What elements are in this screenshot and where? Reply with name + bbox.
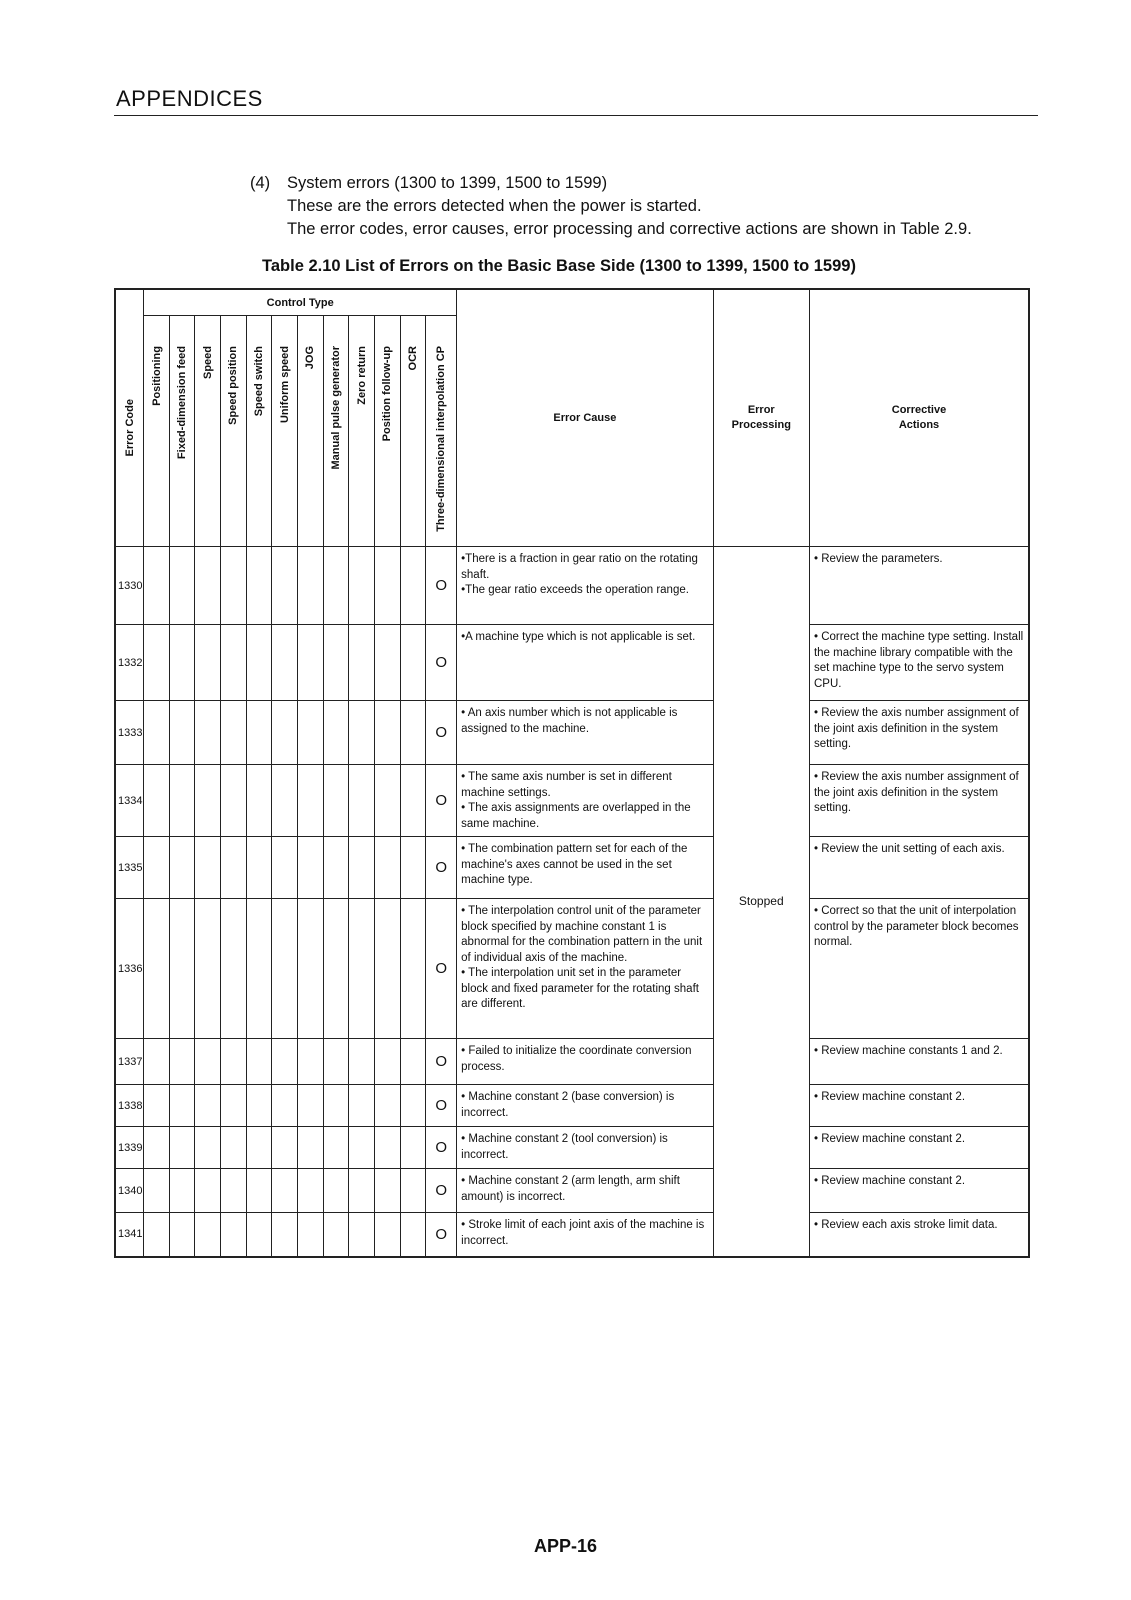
control-type-cell	[298, 1085, 324, 1127]
error-cause	[457, 1127, 713, 1169]
control-type-cell	[272, 625, 298, 701]
control-type-cell	[400, 625, 426, 701]
applicable-mark: O	[426, 625, 457, 701]
control-type-cell	[272, 1039, 298, 1085]
control-type-jog: JOG	[298, 316, 324, 547]
control-type-cell	[374, 1085, 400, 1127]
control-type-cell	[144, 547, 170, 625]
error-row	[115, 625, 1029, 701]
control-type-cell	[144, 765, 170, 837]
error-code: 1330	[115, 547, 144, 625]
control-type-cell	[323, 1039, 349, 1085]
intro-line-1: These are the errors detected when the power is started.	[287, 197, 702, 215]
corrective-action	[809, 1213, 1029, 1257]
control-type-cell	[323, 837, 349, 899]
error-code: 1334	[115, 765, 144, 837]
applicable-mark: O	[426, 701, 457, 765]
control-type-cell	[144, 1127, 170, 1169]
applicable-mark: O	[426, 1039, 457, 1085]
control-type-cell	[195, 547, 221, 625]
control-type-cell	[323, 1213, 349, 1257]
error-cause-item: • Stroke limit of each joint axis of the machine is incorrect.	[461, 1219, 705, 1247]
control-type-cell	[221, 701, 247, 765]
control-type-cell	[272, 1213, 298, 1257]
control-type-cell	[246, 837, 272, 899]
control-type-header: Control Type	[144, 289, 457, 316]
error-cause-item: • Machine constant 2 (arm length, arm shift amount) is incorrect.	[461, 1175, 680, 1203]
corrective-action	[809, 899, 1029, 1039]
error-cause	[457, 1213, 713, 1257]
control-type-cell	[272, 1127, 298, 1169]
corrective-action	[809, 1127, 1029, 1169]
error-rows	[115, 547, 1029, 1257]
control-type-cell	[169, 899, 195, 1039]
error-row	[115, 1085, 1029, 1127]
error-processing-label: Error Processing	[731, 404, 791, 431]
control-type-positioning: Positioning	[144, 316, 170, 547]
control-type-cell	[374, 1039, 400, 1085]
control-type-cell	[272, 1169, 298, 1213]
corrective-action	[809, 837, 1029, 899]
error-cause-header: Error Cause	[457, 289, 713, 547]
control-type-cell	[144, 1169, 170, 1213]
error-row	[115, 1127, 1029, 1169]
error-code-label: Error Code	[123, 398, 136, 456]
error-cause-item: •The gear ratio exceeds the operation range.	[461, 584, 689, 596]
control-type-cell	[246, 1039, 272, 1085]
control-type-cell	[298, 837, 324, 899]
applicable-mark: O	[426, 1085, 457, 1127]
control-type-cell	[400, 765, 426, 837]
corrective-action-item: • Review machine constant 2.	[813, 1175, 966, 1187]
error-row	[115, 1039, 1029, 1085]
control-type-cell	[272, 1085, 298, 1127]
error-cause	[457, 837, 713, 899]
control-type-cell	[144, 625, 170, 701]
control-type-cell	[246, 547, 272, 625]
corrective-action-item: • Review the unit setting of each axis.	[813, 843, 1005, 855]
control-type-cell	[349, 765, 375, 837]
control-type-cell	[169, 1085, 195, 1127]
error-row	[115, 837, 1029, 899]
control-type-speed-position: Speed position	[221, 316, 247, 547]
control-type-cell	[221, 1039, 247, 1085]
control-type-cell	[195, 1213, 221, 1257]
control-type-cell	[195, 1085, 221, 1127]
error-cause	[457, 1039, 713, 1085]
intro-line-2: The error codes, error causes, error processing and corrective actions are shown in Table 2.9.	[287, 220, 972, 238]
corrective-action-item: • Review the axis number assignment of the joint axis definition in the system setting.	[813, 771, 1019, 814]
control-type-cell	[246, 899, 272, 1039]
control-type-cell	[349, 1169, 375, 1213]
applicable-mark: O	[426, 837, 457, 899]
control-type-cell	[246, 1169, 272, 1213]
corrective-action-item: • Correct the machine type setting. Install the machine library compatible with the set machine type to the servo system CPU.	[813, 631, 1024, 690]
control-type-cell	[298, 1213, 324, 1257]
control-type-cell	[400, 899, 426, 1039]
control-type-cell	[195, 899, 221, 1039]
control-type-cell	[298, 701, 324, 765]
error-cause-item: • The same axis number is set in different machine settings.	[461, 771, 672, 799]
control-type-manual-pulse-generator: Manual pulse generator	[323, 316, 349, 547]
corrective-action	[809, 625, 1029, 701]
control-type-cell	[272, 899, 298, 1039]
error-code: 1335	[115, 837, 144, 899]
corrective-action	[809, 1169, 1029, 1213]
control-type-cell	[349, 701, 375, 765]
section-header: APPENDICES	[116, 86, 263, 111]
header-rule	[114, 115, 1038, 116]
error-code: 1340	[115, 1169, 144, 1213]
error-cause-item: • The axis assignments are overlapped in the same machine.	[461, 802, 691, 830]
control-type-cell	[400, 1213, 426, 1257]
control-type-cell	[400, 1169, 426, 1213]
control-type-cell	[221, 625, 247, 701]
control-type-cell	[144, 837, 170, 899]
control-type-cell	[349, 625, 375, 701]
control-type-cell	[400, 837, 426, 899]
error-code: 1341	[115, 1213, 144, 1257]
control-type-position-follow-up: Position follow-up	[374, 316, 400, 547]
error-cause-item: •There is a fraction in gear ratio on the rotating shaft.	[461, 553, 698, 581]
control-type-speed-switch: Speed switch	[246, 316, 272, 547]
intro-number: (4)	[250, 174, 271, 192]
control-type-cell	[221, 765, 247, 837]
page-number: APP-16	[533, 1536, 598, 1556]
error-cause	[457, 701, 713, 765]
corrective-action-item: • Review machine constant 2.	[813, 1133, 966, 1145]
control-type-cell	[374, 701, 400, 765]
error-code: 1336	[115, 899, 144, 1039]
intro-text	[250, 172, 972, 241]
error-code-header	[115, 289, 144, 547]
control-type-cell	[246, 1127, 272, 1169]
control-type-cell	[195, 837, 221, 899]
control-type-cell	[349, 1213, 375, 1257]
control-type-fixed-dimension-feed: Fixed-dimension feed	[169, 316, 195, 547]
applicable-mark: O	[426, 899, 457, 1039]
control-type-cell	[400, 1039, 426, 1085]
corrective-actions-label: Corrective Actions	[891, 404, 947, 431]
applicable-mark: O	[426, 765, 457, 837]
control-type-cell	[169, 625, 195, 701]
error-row	[115, 547, 1029, 625]
corrective-action	[809, 701, 1029, 765]
control-type-cell	[221, 1127, 247, 1169]
control-type-cell	[169, 701, 195, 765]
intro-heading: System errors (1300 to 1399, 1500 to 1599)	[287, 174, 608, 192]
control-type-cell	[246, 1213, 272, 1257]
applicable-mark: O	[426, 1213, 457, 1257]
control-type-cell	[400, 1085, 426, 1127]
error-row	[115, 899, 1029, 1039]
control-type-cell	[400, 701, 426, 765]
control-type-cell	[323, 899, 349, 1039]
control-type-cell	[246, 625, 272, 701]
control-type-cell	[144, 899, 170, 1039]
error-cause	[457, 547, 713, 625]
corrective-action-item: • Review machine constants 1 and 2.	[813, 1045, 1003, 1057]
control-type-3d-interpolation-cp: Three-dimensional interpolation CP	[426, 316, 457, 547]
control-type-cell	[195, 1039, 221, 1085]
control-type-cell	[298, 765, 324, 837]
error-cause	[457, 765, 713, 837]
control-type-ocr: OCR	[400, 316, 426, 547]
control-type-cell	[169, 1127, 195, 1169]
error-cause-item: •A machine type which is not applicable is set.	[461, 631, 696, 643]
error-code: 1339	[115, 1127, 144, 1169]
control-type-cell	[246, 765, 272, 837]
error-cause-item: • The interpolation control unit of the parameter block specified by machine constant 1 is abnormal for the combination pattern in the unit of individual axis of the machine.	[461, 905, 703, 964]
control-type-cell	[374, 1127, 400, 1169]
error-cause	[457, 899, 713, 1039]
control-type-cell	[349, 1085, 375, 1127]
control-type-cell	[195, 1127, 221, 1169]
error-cause-item: • The combination pattern set for each of the machine's axes cannot be used in the set machine type.	[461, 843, 688, 886]
control-type-cell	[169, 1039, 195, 1085]
control-type-cell	[169, 765, 195, 837]
control-type-cell	[272, 765, 298, 837]
corrective-action	[809, 1039, 1029, 1085]
control-type-cell	[272, 837, 298, 899]
control-type-cell	[298, 1039, 324, 1085]
control-type-cell	[169, 1213, 195, 1257]
control-type-cell	[144, 1213, 170, 1257]
control-type-cell	[298, 625, 324, 701]
control-type-cell	[374, 547, 400, 625]
control-type-cell	[144, 1085, 170, 1127]
applicable-mark: O	[426, 1127, 457, 1169]
control-type-cell	[169, 837, 195, 899]
error-row	[115, 1169, 1029, 1213]
error-row	[115, 765, 1029, 837]
control-type-cell	[195, 1169, 221, 1213]
control-type-cell	[144, 1039, 170, 1085]
control-type-cell	[374, 765, 400, 837]
control-type-cell	[195, 765, 221, 837]
control-type-cell	[272, 701, 298, 765]
control-type-cell	[374, 899, 400, 1039]
error-code: 1333	[115, 701, 144, 765]
error-processing-header	[713, 289, 809, 547]
control-type-cell	[374, 625, 400, 701]
control-type-cell	[195, 625, 221, 701]
control-type-cell	[349, 1039, 375, 1085]
control-type-cell	[246, 1085, 272, 1127]
control-type-uniform-speed: Uniform speed	[272, 316, 298, 547]
control-type-cell	[349, 899, 375, 1039]
error-cause	[457, 625, 713, 701]
error-code: 1338	[115, 1085, 144, 1127]
error-cause-item: • Machine constant 2 (base conversion) is incorrect.	[461, 1091, 675, 1119]
control-type-cell	[349, 837, 375, 899]
error-code: 1337	[115, 1039, 144, 1085]
applicable-mark: O	[426, 547, 457, 625]
control-type-cell	[323, 1169, 349, 1213]
applicable-mark: O	[426, 1169, 457, 1213]
control-type-cell	[374, 837, 400, 899]
control-type-cell	[323, 1085, 349, 1127]
control-type-cell	[298, 899, 324, 1039]
control-type-cell	[272, 547, 298, 625]
control-type-cell	[221, 837, 247, 899]
control-type-cell	[298, 1127, 324, 1169]
control-type-cell	[374, 1213, 400, 1257]
error-table	[114, 288, 1030, 1258]
control-type-cell	[221, 547, 247, 625]
control-type-cell	[400, 547, 426, 625]
error-row	[115, 1213, 1029, 1257]
control-type-cell	[169, 1169, 195, 1213]
control-type-cell	[221, 1169, 247, 1213]
control-type-cell	[323, 1127, 349, 1169]
error-code: 1332	[115, 625, 144, 701]
control-type-cell	[298, 547, 324, 625]
corrective-action-item: • Review each axis stroke limit data.	[813, 1219, 998, 1231]
table-caption: Table 2.10 List of Errors on the Basic Base Side (1300 to 1399, 1500 to 1599)	[262, 257, 856, 275]
error-cause-item: • An axis number which is not applicable is assigned to the machine.	[461, 707, 678, 735]
control-type-cell	[349, 547, 375, 625]
control-type-cell	[169, 547, 195, 625]
control-type-cell	[323, 625, 349, 701]
error-row	[115, 701, 1029, 765]
corrective-action-item: • Review the axis number assignment of the joint axis definition in the system setting.	[813, 707, 1019, 750]
error-cause	[457, 1169, 713, 1213]
control-type-cell	[323, 547, 349, 625]
error-cause-item: • The interpolation unit set in the parameter block and fixed parameter for the rotating shaft are different.	[461, 967, 699, 1010]
control-type-cell	[400, 1127, 426, 1169]
error-cause-item: • Machine constant 2 (tool conversion) is incorrect.	[461, 1133, 668, 1161]
control-type-cell	[374, 1169, 400, 1213]
control-type-cell	[195, 701, 221, 765]
control-type-cell	[323, 765, 349, 837]
control-type-cell	[221, 1213, 247, 1257]
control-type-zero-return: Zero return	[349, 316, 375, 547]
corrective-action	[809, 1085, 1029, 1127]
control-type-cell	[221, 1085, 247, 1127]
control-type-speed: Speed	[195, 316, 221, 547]
control-type-cell	[221, 899, 247, 1039]
error-cause	[457, 1085, 713, 1127]
corrective-actions-header	[809, 289, 1029, 547]
corrective-action-item: • Review machine constant 2.	[813, 1091, 966, 1103]
control-type-cell	[349, 1127, 375, 1169]
corrective-action	[809, 547, 1029, 625]
control-type-cell	[144, 701, 170, 765]
corrective-action-item: • Review the parameters.	[813, 553, 943, 565]
control-type-cell	[246, 701, 272, 765]
control-type-cell	[298, 1169, 324, 1213]
corrective-action	[809, 765, 1029, 837]
control-type-cell	[323, 701, 349, 765]
corrective-action-item: • Correct so that the unit of interpolation control by the parameter block becomes normal.	[813, 905, 1019, 948]
error-processing: Stopped	[713, 547, 809, 1257]
error-cause-item: • Failed to initialize the coordinate conversion process.	[461, 1045, 692, 1073]
